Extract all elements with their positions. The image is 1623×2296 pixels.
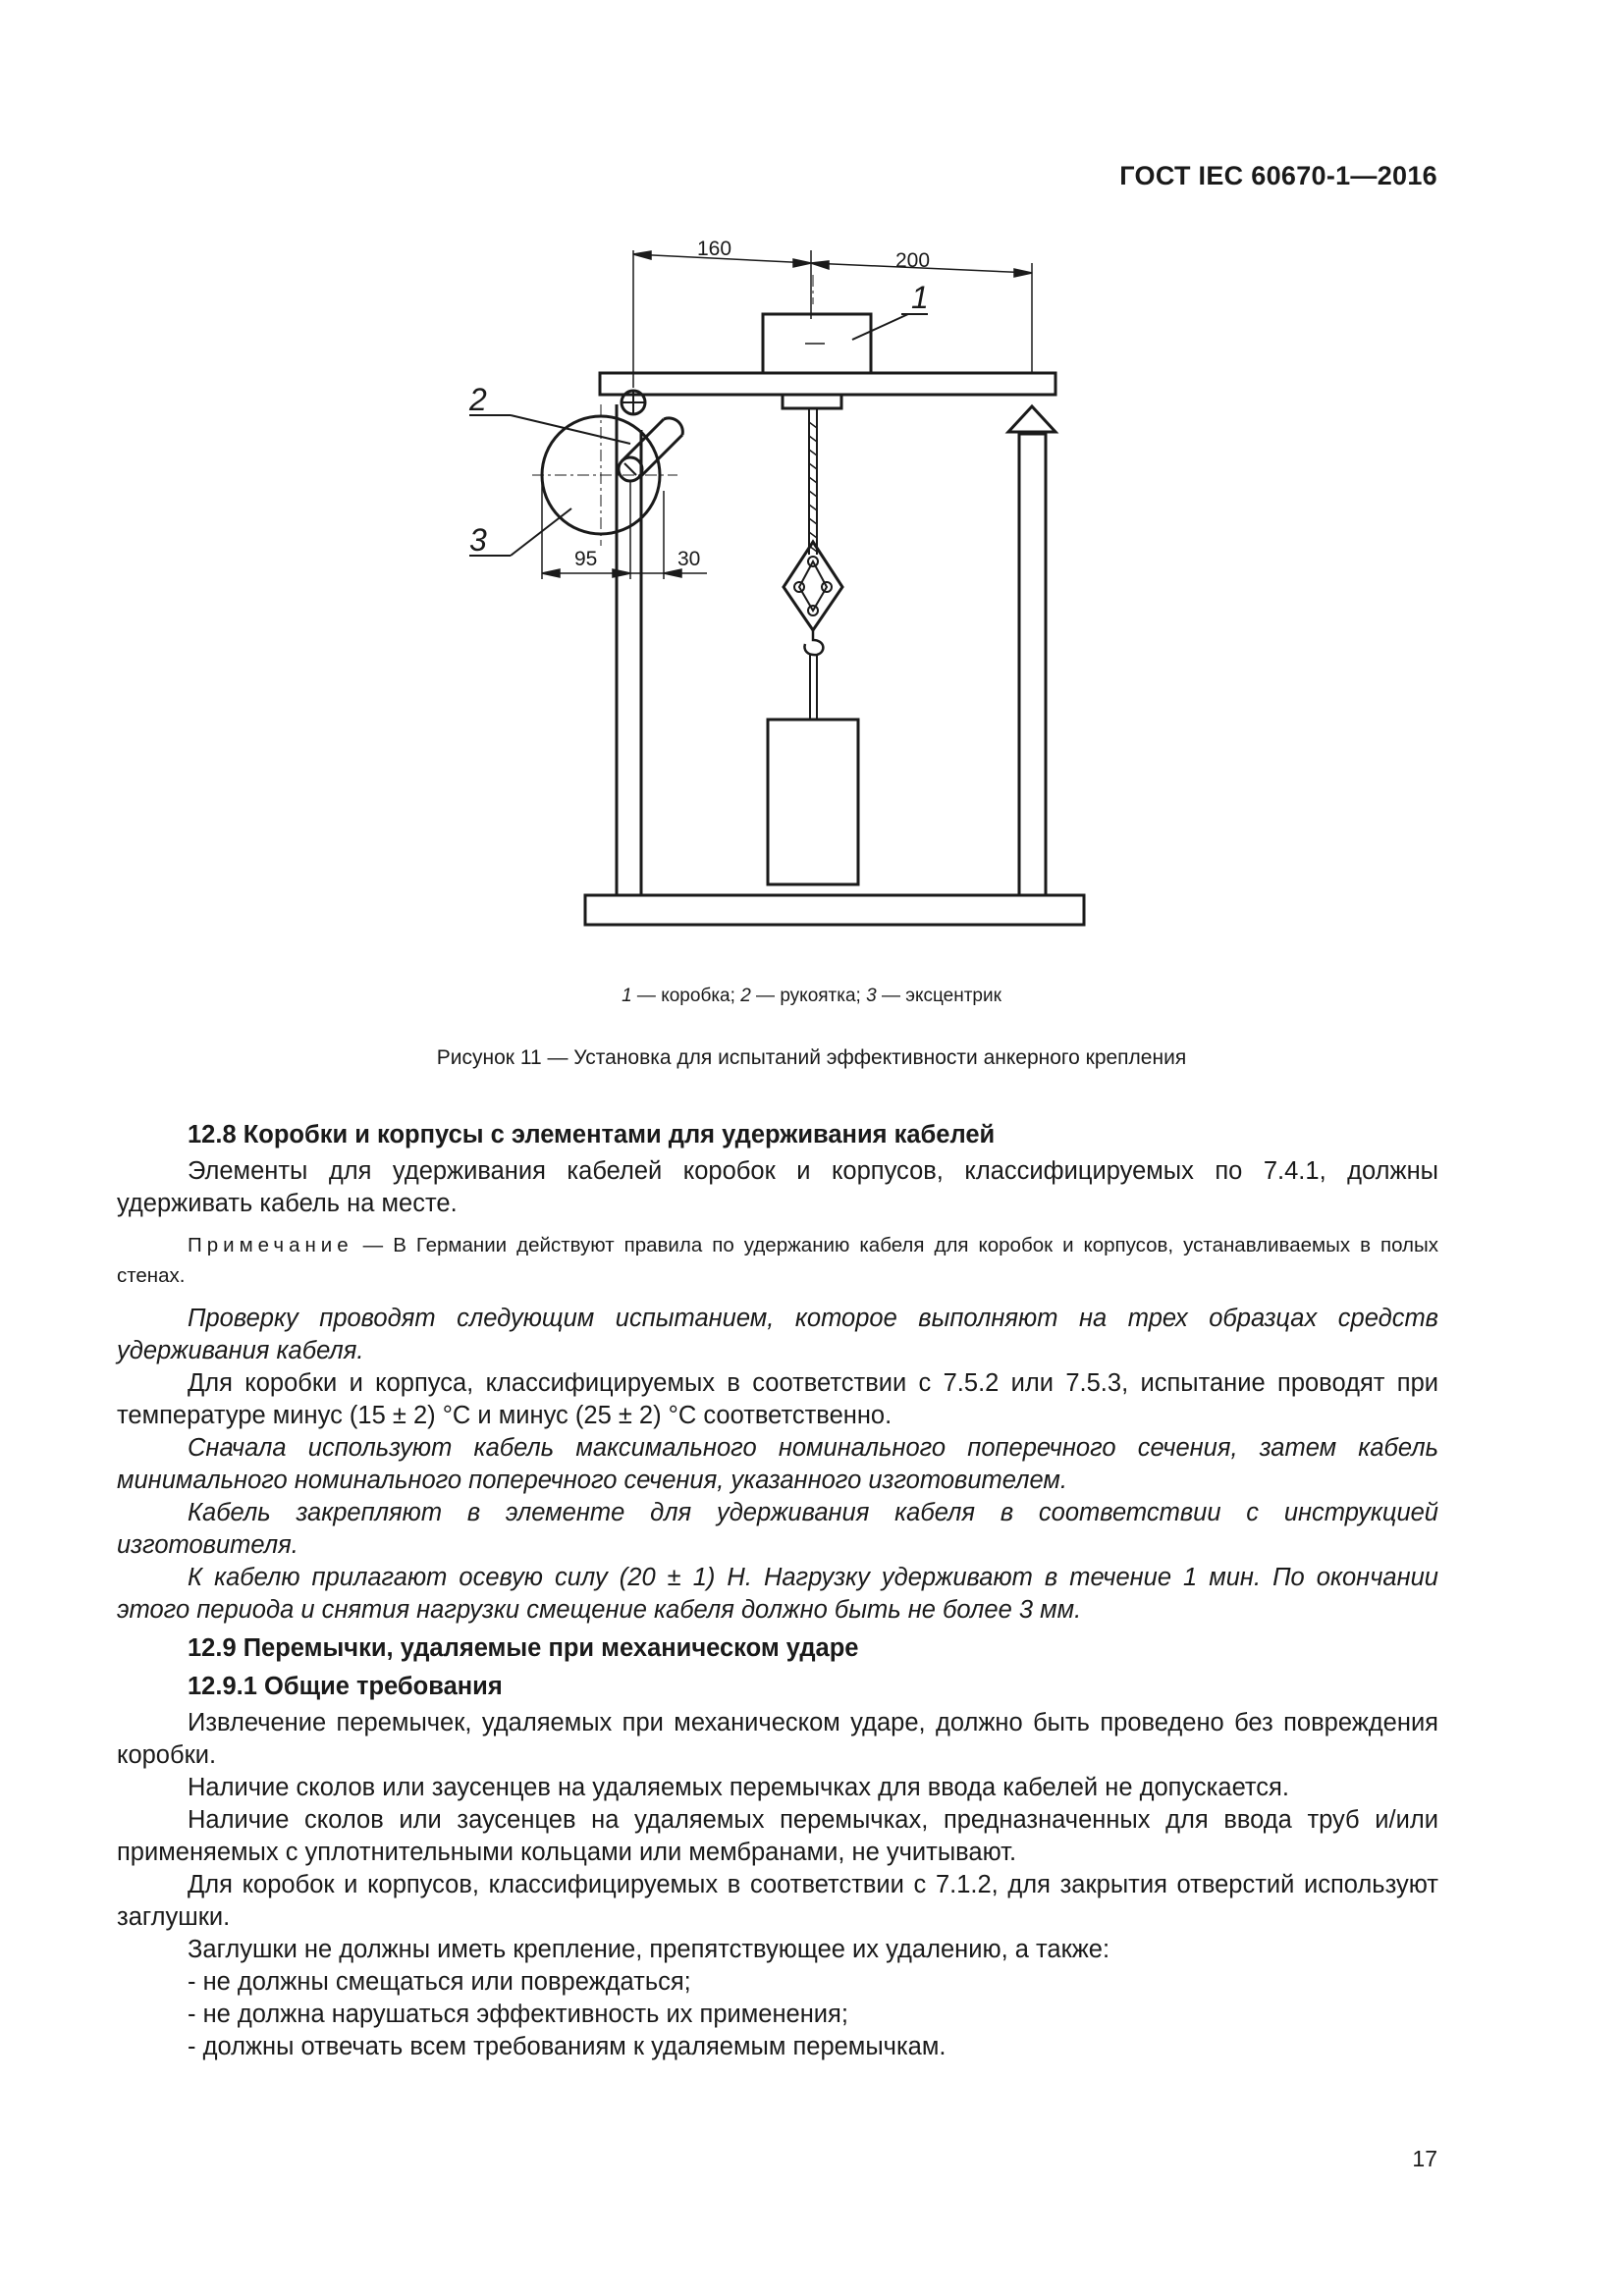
paragraph: Для коробки и корпуса, классифицируемых в соответствии с 7.5.2 или 7.5.3, испытание проводят при температуре минус (15 ± 2) °С и минус (25 ± 2) °С соответственно. (117, 1369, 1438, 1429)
document-body (117, 1113, 1438, 2063)
figure-caption: Рисунок 11 — Установка для испытаний эффективности анкерного крепления (436, 1046, 1187, 1069)
paragraph: Элементы для удерживания кабелей коробок и корпусов, классифицируемых по 7.4.1, должны удерживать кабель на месте. (117, 1157, 1438, 1217)
paragraph: Наличие сколов или заусенцев на удаляемых перемычках для ввода кабелей не допускается. (188, 1774, 1289, 1801)
dim-95: 95 (574, 548, 598, 570)
paragraph: Наличие сколов или заусенцев на удаляемых перемычках, предназначенных для ввода труб и/или применяемых с уплотнительными кольцами или мембранами, не учитывают. (117, 1806, 1438, 1866)
lever-beam (600, 373, 1055, 395)
right-post (1019, 434, 1046, 895)
callout-3: 3 (469, 522, 487, 558)
anchorage-test-setup-figure (0, 0, 1623, 982)
section-heading-12-9-1: 12.9.1 Общие требования (188, 1673, 503, 1700)
list-item: - не должны смещаться или повреждаться; (188, 1968, 691, 1996)
callout-2: 2 (469, 382, 487, 417)
paragraph-italic: Сначала используют кабель максимального номинального поперечного сечения, затем кабель минимального номинального поперечного сечения, указанного изготовителем. (117, 1434, 1438, 1494)
paragraph: Извлечение перемычек, удаляемых при механическом ударе, должно быть проведено без повреждения коробки. (117, 1709, 1438, 1769)
pivot-support (1008, 406, 1055, 432)
section-heading-12-8: 12.8 Коробки и корпусы с элементами для удерживания кабелей (188, 1121, 996, 1148)
dim-30: 30 (677, 548, 701, 570)
figure-legend: 1 — коробка; 2 — рукоятка; 3 — эксцентрик (622, 986, 1001, 1006)
paragraph-italic: Кабель закрепляют в элементе для удерживания кабеля в соответствии с инструкцией изготовителя. (117, 1499, 1438, 1559)
hook (805, 630, 824, 655)
shackle (784, 542, 842, 630)
paragraph: Для коробок и корпусов, классифицируемых в соответствии с 7.1.2, для закрытия отверстий используют заглушки. (117, 1871, 1438, 1931)
note: Примечание — В Германии действуют правила по удержанию кабеля для коробок и корпусов, устанавливаемых в полых стенах. (117, 1234, 1438, 1287)
base-plate (585, 895, 1084, 925)
cable-chain (809, 422, 817, 552)
page-number: 17 (1412, 2146, 1437, 2171)
top-dimension-lines (633, 250, 1032, 388)
load-weight (768, 720, 858, 884)
dim-160: 160 (697, 238, 732, 260)
paragraph-italic: Проверку проводят следующим испытанием, которое выполняют на трех образцах средств удерживания кабеля. (117, 1305, 1438, 1364)
document-header: ГОСТ IEC 60670-1—2016 (1119, 161, 1437, 190)
cable-clamp-bracket (783, 395, 841, 408)
paragraph-italic: К кабелю прилагают осевую силу (20 ± 1) Н. Нагрузку удерживают в течение 1 мин. По окончании этого периода и снятия нагрузки смещение кабеля должно быть не более 3 мм. (117, 1564, 1438, 1624)
callout-leaders (469, 314, 928, 556)
paragraph: Заглушки не должны иметь крепление, препятствующее их удалению, а также: (188, 1936, 1110, 1963)
callout-1: 1 (911, 280, 929, 315)
section-heading-12-9: 12.9 Перемычки, удаляемые при механическом ударе (188, 1634, 859, 1662)
list-item: - не должна нарушаться эффективность их применения; (188, 2001, 848, 2028)
dim-200: 200 (895, 249, 931, 272)
list-item: - должны отвечать всем требованиям к удаляемым перемычкам. (188, 2033, 947, 2060)
